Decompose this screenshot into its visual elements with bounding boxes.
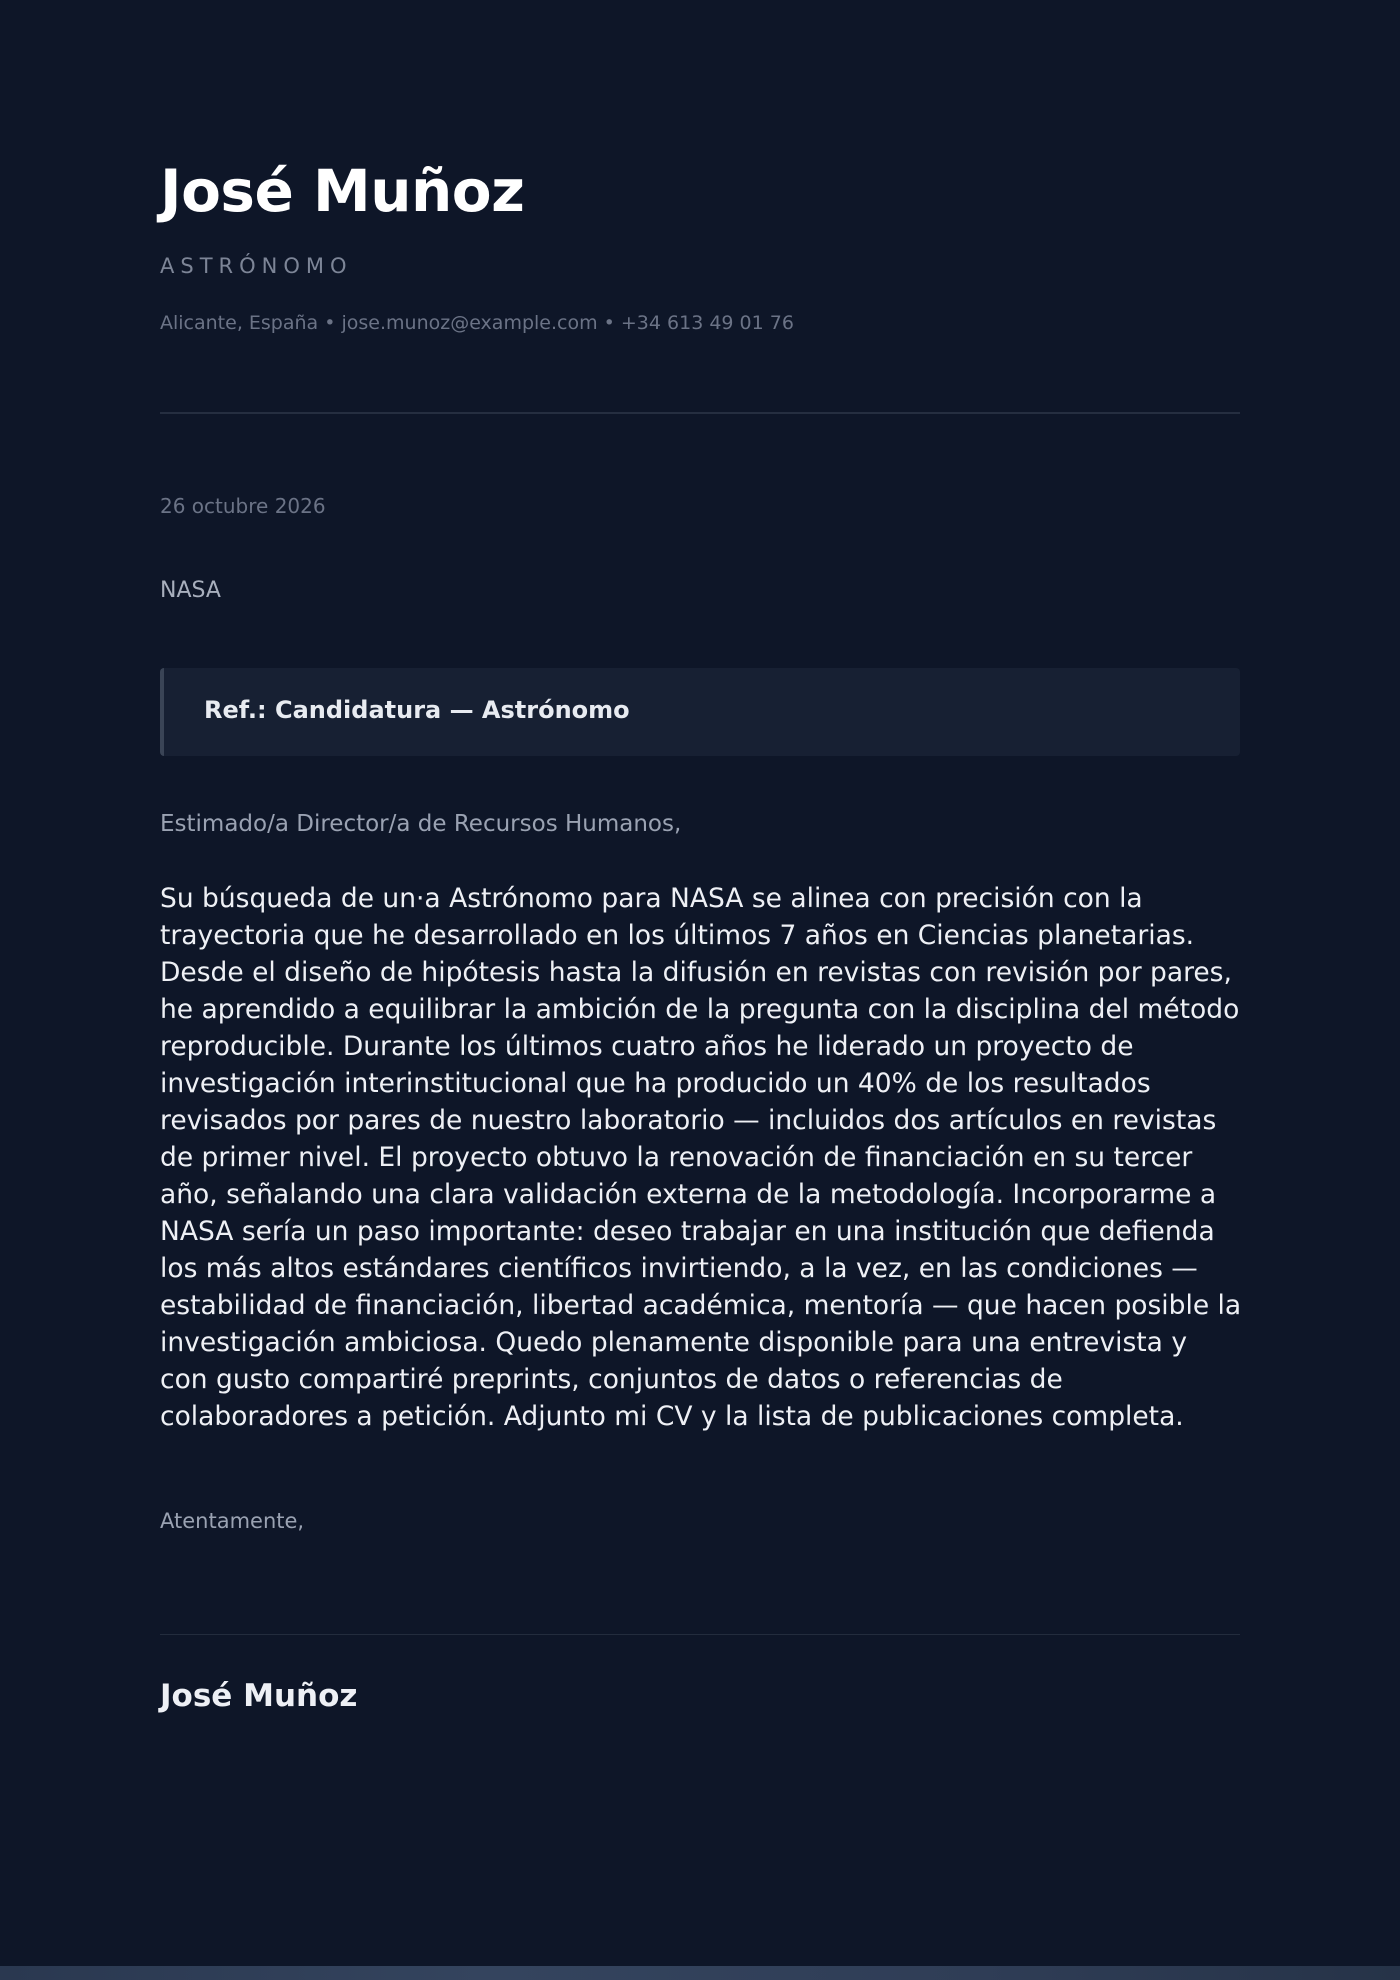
sender-contact: Alicante, España • jose.munoz@example.com • +34 613 49 01 76 bbox=[160, 312, 794, 334]
sender-name: José Muñoz bbox=[160, 157, 525, 225]
recipient: NASA bbox=[160, 578, 221, 603]
letter-date: 26 octubre 2026 bbox=[160, 494, 326, 518]
signature-divider bbox=[160, 1634, 1240, 1635]
signature-name: José Muñoz bbox=[160, 1678, 358, 1714]
letter-body: Su búsqueda de un·a Astrónomo para NASA se alinea con precisión con la trayectoria que he desarrollado en los últimos 7 años en Ciencias planetarias. Desde el diseño de hipótesis hasta la difusión en revistas con revisión por pares, he aprendido a equilibrar la ambición de la pregunta con la disciplina del método reproducible. Durante los últimos cuatro años he liderado un proyecto de investigación interinstitucional que ha producido un 40% de los resultados revisados por pares de nuestro laboratorio — incluidos dos artículos en revistas de primer nivel. El proyecto obtuvo la renovación de financiación en su tercer año, señalando una clara validación externa de la metodología. Incorporarme a NASA sería un paso importante: deseo trabajar en una institución que defienda los más altos estándares científicos invirtiendo, a la vez, en las condiciones — estabilidad de financiación, libertad académica, mentoría — que hacen posible la investigación ambiciosa. Quedo plenamente disponible para una entrevista y con gusto compartiré preprints, conjuntos de datos o referencias de colaboradores a petición. Adjunto mi CV y la lista de publicaciones completa. bbox=[160, 883, 1242, 1432]
closing: Atentamente, bbox=[160, 1509, 305, 1533]
sender-role: ASTRÓNOMO bbox=[160, 254, 353, 278]
footer-band bbox=[0, 1966, 1400, 1980]
salutation: Estimado/a Director/a de Recursos Humanos, bbox=[160, 811, 682, 837]
reference-line: Ref.: Candidatura — Astrónomo bbox=[204, 696, 630, 724]
header-divider bbox=[160, 412, 1240, 414]
reference-box bbox=[160, 668, 1240, 756]
